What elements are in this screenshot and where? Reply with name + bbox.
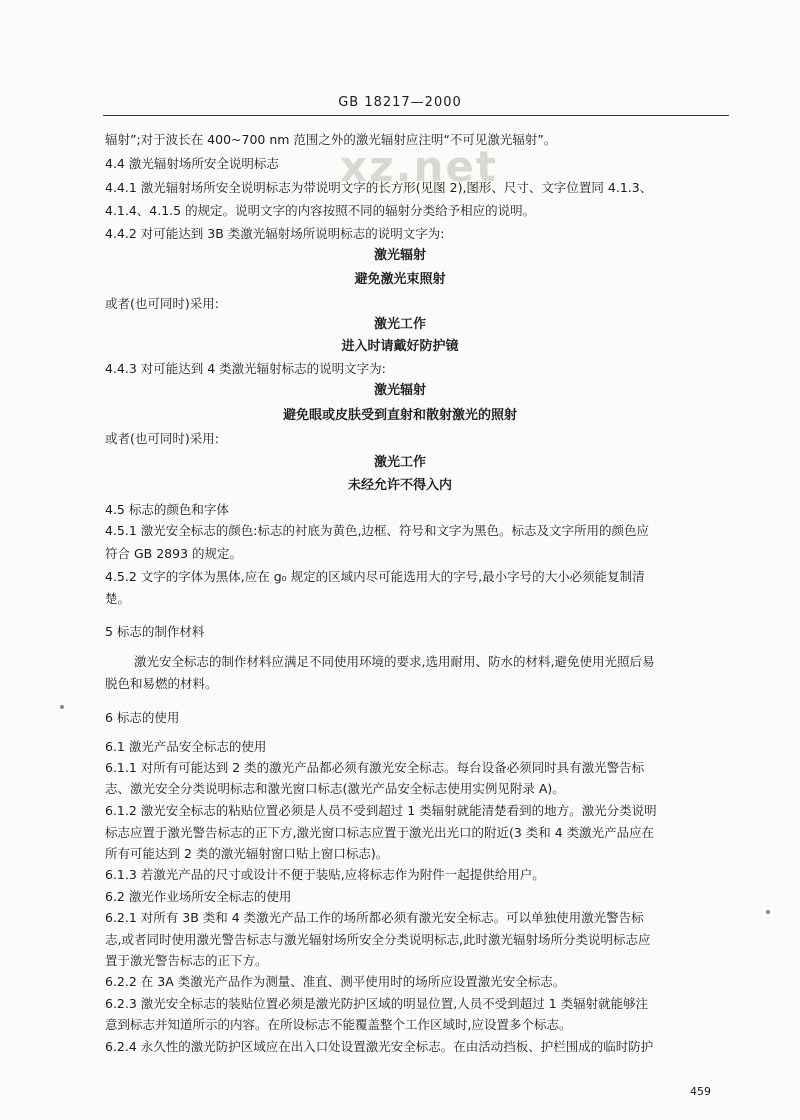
sign-text: 激光辐射	[373, 383, 426, 398]
text-line: 或者(也可同时)采用:	[105, 296, 219, 311]
text-line: 所有可能达到 2 类的激光辐射窗口贴上窗口标志)。	[105, 846, 389, 861]
sign-text: 避免眼或皮肤受到直射和散射激光的照射	[282, 408, 517, 423]
header-rule	[103, 115, 729, 116]
sign-text: 避免激光束照射	[354, 272, 446, 287]
text-line: 4.4.1 激光辐射场所安全说明标志为带说明文字的长方形(见图 2),图形、尺寸、文字位置同 4.1.3、	[105, 180, 653, 195]
text-line: 或者(也可同时)采用:	[105, 431, 219, 446]
text-line: 6.2.3 激光安全标志的装贴位置必须是激光防护区域的明显位置,人员不受到超过 1 类辐射就能够注	[105, 996, 649, 1011]
text-line: 辐射”;对于波长在 400~700 nm 范围之外的激光辐射应注明“不可见激光辐射”。	[105, 132, 557, 147]
sign-text: 激光工作	[373, 317, 426, 332]
text-line: 楚。	[105, 591, 131, 606]
text-line: 6.1 激光产品安全标志的使用	[105, 739, 267, 754]
text-line: 4.4.3 对可能达到 4 类激光辐射标志的说明文字为:	[105, 361, 386, 376]
text-line: 4.1.4、4.1.5 的规定。说明文字的内容按照不同的辐射分类给予相应的说明。	[105, 203, 536, 218]
scan-speck	[766, 910, 770, 914]
text-line: 6.2.1 对所有 3B 类和 4 类激光产品工作的场所都必须有激光安全标志。可以单独使用激光警告标	[105, 910, 644, 925]
sign-text: 激光工作	[373, 455, 426, 470]
sign-text: 进入时请戴好防护镜	[341, 339, 459, 354]
text-line: 6.2.2 在 3A 类激光产品作为测量、准直、测平使用时的场所应设置激光安全标志。	[105, 974, 566, 989]
section-heading: 5 标志的制作材料	[105, 624, 205, 639]
page-header: GB 18217—2000	[338, 95, 462, 110]
section-heading: 6 标志的使用	[105, 710, 180, 725]
text-line: 4.5.1 激光安全标志的颜色:标志的衬底为黄色,边框、符号和文字为黑色。标志及文字所用的颜色应	[105, 523, 649, 538]
text-line: 激光安全标志的制作材料应满足不同使用环境的要求,选用耐用、防水的材料,避免使用光照后易	[134, 654, 655, 669]
page-number: 459	[690, 1085, 711, 1098]
watermark: xz.net	[340, 142, 498, 191]
text-line: 6.2 激光作业场所安全标志的使用	[105, 889, 292, 904]
text-line: 4.4.2 对可能达到 3B 类激光辐射场所说明标志的说明文字为:	[105, 226, 445, 241]
text-line: 志,或者同时使用激光警告标志与激光辐射场所安全分类说明标志,此时激光辐射场所分类说明标志应	[105, 932, 651, 947]
text-line: 6.1.2 激光安全标志的粘贴位置必须是人员不受到超过 1 类辐射就能清楚看到的地方。激光分类说明	[105, 803, 657, 818]
text-line: 意到标志并知道所示的内容。在所设标志不能覆盖整个工作区域时,应设置多个标志。	[105, 1017, 572, 1032]
text-line: 置于激光警告标志的正下方。	[105, 953, 268, 968]
scan-speck	[60, 705, 64, 709]
text-line: 4.4 激光辐射场所安全说明标志	[105, 156, 279, 171]
text-line: 4.5 标志的颜色和字体	[105, 502, 229, 517]
text-line: 6.1.3 若激光产品的尺寸或设计不便于装贴,应将标志作为附件一起提供给用户。	[105, 867, 545, 882]
sign-text: 未经允许不得入内	[347, 478, 452, 493]
text-line: 6.2.4 永久性的激光防护区域应在出入口处设置激光安全标志。在由活动挡板、护栏围成的临时防护	[105, 1039, 654, 1054]
text-line: 标志应置于激光警告标志的正下方,激光窗口标志应置于激光出光口的附近(3 类和 4 类激光产品应在	[105, 825, 655, 840]
text-line: 志、激光安全分类说明标志和激光窗口标志(激光产品安全标志使用实例见附录 A)。	[105, 781, 565, 796]
sign-text: 激光辐射	[373, 248, 426, 263]
text-line: 4.5.2 文字的字体为黑体,应在 g₀ 规定的区域内尽可能选用大的字号,最小字号的大小必须能复制清	[105, 569, 645, 584]
text-line: 6.1.1 对所有可能达到 2 类的激光产品都必须有激光安全标志。每台设备必须同时具有激光警告标	[105, 760, 645, 775]
text-line: 脱色和易燃的材料。	[105, 676, 218, 691]
text-line: 符合 GB 2893 的规定。	[105, 546, 242, 561]
